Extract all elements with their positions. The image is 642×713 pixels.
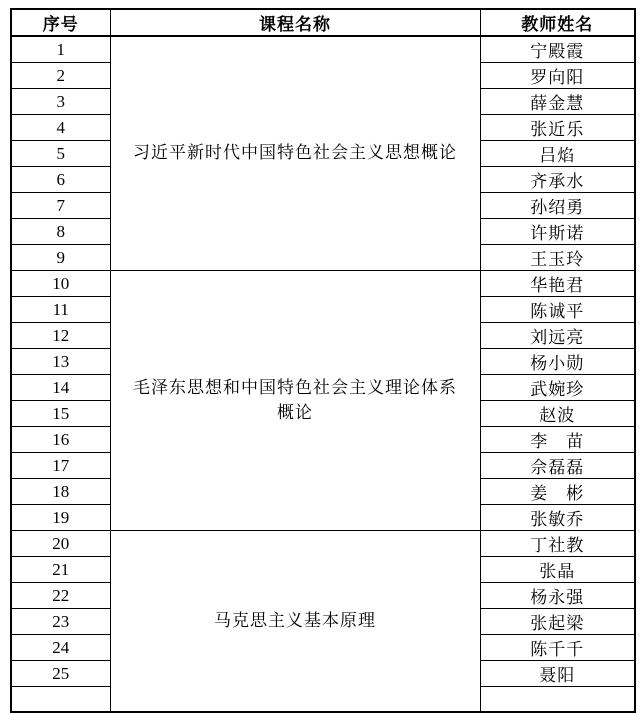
row-number: 14 bbox=[11, 375, 110, 401]
teacher-name: 陈诚平 bbox=[480, 297, 635, 323]
row-number: 19 bbox=[11, 505, 110, 531]
teacher-name: 宁殿霞 bbox=[480, 36, 635, 63]
row-number: 4 bbox=[11, 115, 110, 141]
course-name-cell: 毛泽东思想和中国特色社会主义理论体系概论 bbox=[110, 271, 480, 531]
table-row bbox=[11, 531, 635, 557]
row-number: 2 bbox=[11, 63, 110, 89]
row-number: 11 bbox=[11, 297, 110, 323]
header-number: 序号 bbox=[11, 9, 110, 36]
row-number: 21 bbox=[11, 557, 110, 583]
row-number: 16 bbox=[11, 427, 110, 453]
teacher-name: 丁社教 bbox=[480, 531, 635, 557]
teacher-name: 聂阳 bbox=[480, 661, 635, 687]
teacher-name: 杨永强 bbox=[480, 583, 635, 609]
teacher-name: 张晶 bbox=[480, 557, 635, 583]
row-number: 24 bbox=[11, 635, 110, 661]
header-row bbox=[11, 9, 635, 36]
row-number: 20 bbox=[11, 531, 110, 557]
teacher-name: 张起梁 bbox=[480, 609, 635, 635]
teacher-name: 许斯诺 bbox=[480, 219, 635, 245]
row-number: 10 bbox=[11, 271, 110, 297]
teacher-name: 张敏乔 bbox=[480, 505, 635, 531]
header-teacher-name: 教师姓名 bbox=[480, 9, 635, 36]
teacher-name: 张近乐 bbox=[480, 115, 635, 141]
teacher-name: 罗向阳 bbox=[480, 63, 635, 89]
row-number bbox=[11, 687, 110, 713]
teacher-name: 武婉珍 bbox=[480, 375, 635, 401]
teacher-name: 陈千千 bbox=[480, 635, 635, 661]
row-number: 5 bbox=[11, 141, 110, 167]
teacher-name: 吕焰 bbox=[480, 141, 635, 167]
row-number: 1 bbox=[11, 36, 110, 63]
teacher-name: 佘磊磊 bbox=[480, 453, 635, 479]
row-number: 23 bbox=[11, 609, 110, 635]
teacher-name: 王玉玲 bbox=[480, 245, 635, 271]
teacher-name bbox=[480, 687, 635, 713]
teacher-name: 刘远亮 bbox=[480, 323, 635, 349]
row-number: 7 bbox=[11, 193, 110, 219]
course-teacher-table-container bbox=[10, 8, 634, 713]
row-number: 15 bbox=[11, 401, 110, 427]
teacher-name: 华艳君 bbox=[480, 271, 635, 297]
teacher-name: 齐承水 bbox=[480, 167, 635, 193]
row-number: 9 bbox=[11, 245, 110, 271]
teacher-name: 姜 彬 bbox=[480, 479, 635, 505]
row-number: 18 bbox=[11, 479, 110, 505]
teacher-name: 孙绍勇 bbox=[480, 193, 635, 219]
table-row bbox=[11, 271, 635, 297]
teacher-name: 赵波 bbox=[480, 401, 635, 427]
teacher-name: 杨小勋 bbox=[480, 349, 635, 375]
row-number: 13 bbox=[11, 349, 110, 375]
course-teacher-table bbox=[10, 8, 636, 713]
row-number: 22 bbox=[11, 583, 110, 609]
row-number: 25 bbox=[11, 661, 110, 687]
row-number: 17 bbox=[11, 453, 110, 479]
course-name-cell: 习近平新时代中国特色社会主义思想概论 bbox=[110, 36, 480, 271]
teacher-name: 李 苗 bbox=[480, 427, 635, 453]
row-number: 8 bbox=[11, 219, 110, 245]
teacher-name: 薛金慧 bbox=[480, 89, 635, 115]
row-number: 3 bbox=[11, 89, 110, 115]
header-course-name: 课程名称 bbox=[110, 9, 480, 36]
table-header bbox=[11, 9, 635, 36]
row-number: 6 bbox=[11, 167, 110, 193]
row-number: 12 bbox=[11, 323, 110, 349]
table-row bbox=[11, 36, 635, 63]
course-name-cell: 马克思主义基本原理 bbox=[110, 531, 480, 713]
